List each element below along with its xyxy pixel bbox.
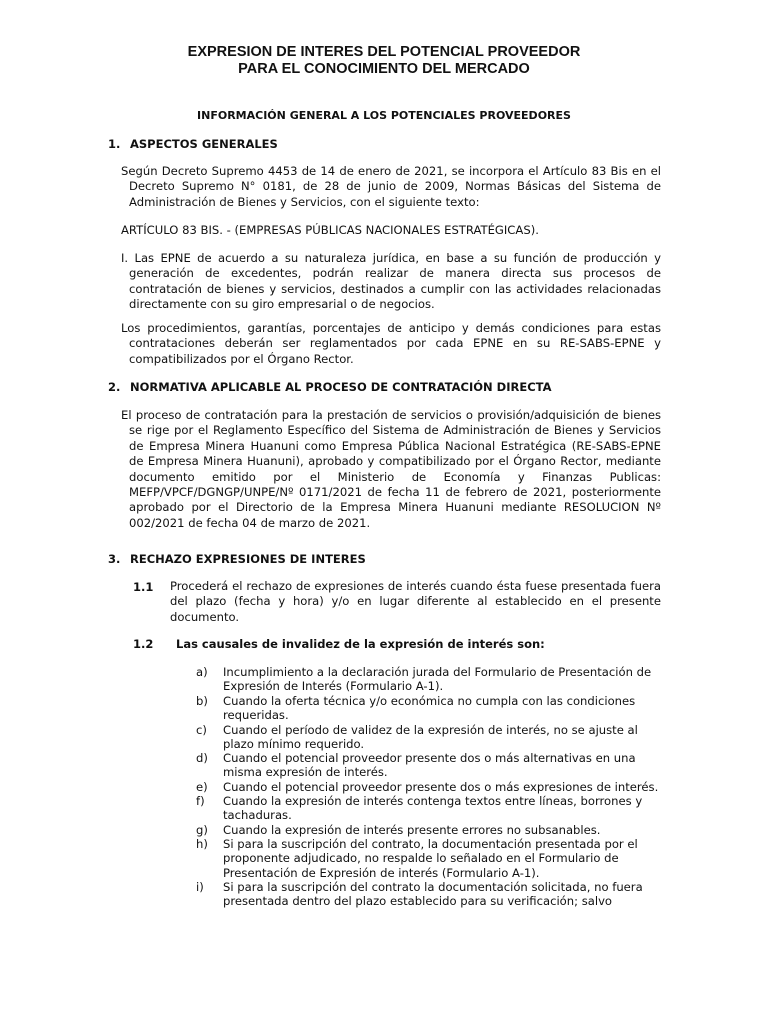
document-title-line-1: EXPRESION DE INTERES DEL POTENCIAL PROVEEDOR (187, 44, 581, 60)
subsection-1-2-heading: Las causales de invalidez de la expresión de interés son: (176, 637, 545, 651)
paragraph-text: Según Decreto Supremo 4453 de 14 de enero de 2021, se incorpora el Artículo 83 Bis en el Decreto Supremo N° 0181, de 28 de junio de 2009, Normas Básicas del Sistema de Administración de Bienes y Servicios, con el siguiente texto: (121, 164, 661, 209)
section-number: 3. (108, 552, 121, 566)
section-title: NORMATIVA APLICABLE AL PROCESO DE CONTRATACIÓN DIRECTA (130, 380, 552, 394)
paragraph-text: Los procedimientos, garantías, porcentajes de anticipo y demás condiciones para estas contrataciones deberán ser reglamentados por cada EPNE en su RE-SABS-EPNE y compatibilizados por el Órgano Rector. (121, 321, 661, 366)
section-1-paragraph-3 (121, 251, 661, 313)
document-title-line-2: PARA EL CONOCIMIENTO DEL MERCADO (238, 61, 530, 77)
list-item-text: Cuando la expresión de interés contenga textos entre líneas, borrones y tachaduras. (223, 794, 643, 823)
subsection-1-1-text: Procederá el rechazo de expresiones de interés cuando ésta fuese presentada fuera del plazo (fecha y hora) y/o en lugar diferente al establecido en el presente documento. (170, 579, 661, 624)
section-2-paragraph-1 (121, 408, 661, 531)
paragraph-text: I. Las EPNE de acuerdo a su naturaleza jurídica, en base a su función de producción y generación de excedentes, podrán realizar de manera directa sus procesos de contratación de bienes y servicios, destinados a cumplir con las actividades relacionadas directamente con su giro empresarial o de negocios. (121, 251, 661, 312)
paragraph-text: El proceso de contratación para la prestación de servicios o provisión/adquisición de bienes se rige por el Reglamento Específico del Sistema de Administración de Bienes y Servicios de Empresa Minera Huanuni como Empresa Pública Nacional Estratégica (RE-SABS-EPNE de Empresa Minera Huanuni), aprobado y compatibilizado por el Órgano Rector, mediante documento emitido por el Ministerio de Economía y Finanzas Publicas: MEFP/VPCF/DGNGP/UNPE/Nº 0171/2021 de fecha 11 de febrero de 2021, posteriormente aprobado por el Directorio de la Empresa Minera Huanuni mediante RESOLUCION Nº 002/2021 de fecha 04 de marzo de 2021. (121, 408, 661, 530)
list-item-letter: h) (196, 837, 208, 851)
section-1-heading (108, 137, 278, 151)
section-number: 1. (108, 137, 121, 151)
list-item-letter: b) (196, 694, 208, 708)
document-subtitle: INFORMACIÓN GENERAL A LOS POTENCIALES PROVEEDORES (197, 109, 571, 122)
list-item-letter: f) (196, 794, 205, 808)
subsection-1-1-number: 1.1 (133, 580, 154, 594)
list-item-text: Si para la suscripción del contrato la documentación solicitada, no fuera presentada dentro del plazo establecido para su verificación; salvo (223, 880, 643, 909)
list-item-text: Si para la suscripción del contrato, la documentación presentada por el proponente adjudicado, no respalde lo señalado en el Formulario de Presentación de Expresión de interés (Formulario A-1). (223, 837, 638, 880)
section-1-paragraph-1 (121, 164, 661, 210)
list-item-letter: a) (196, 665, 208, 679)
section-title: RECHAZO EXPRESIONES DE INTERES (130, 552, 366, 566)
list-item-text: Cuando el potencial proveedor presente dos o más alternativas en una misma expresión de interés. (223, 751, 636, 780)
section-1-paragraph-2 (121, 223, 661, 238)
list-item-text: Cuando el potencial proveedor presente dos o más expresiones de interés. (223, 780, 659, 794)
paragraph-text: ARTÍCULO 83 BIS. - (EMPRESAS PÚBLICAS NACIONALES ESTRATÉGICAS). (121, 223, 539, 237)
section-1-paragraph-4 (121, 321, 661, 367)
section-title: ASPECTOS GENERALES (130, 137, 278, 151)
list-item-letter: c) (196, 723, 207, 737)
list-item-text: Cuando la expresión de interés presente errores no subsanables. (223, 823, 601, 837)
section-number: 2. (108, 380, 121, 394)
list-item-text: Cuando la oferta técnica y/o económica no cumpla con las condiciones requeridas. (223, 694, 636, 723)
subsection-1-2-number: 1.2 (133, 637, 154, 651)
section-2-heading (108, 380, 552, 394)
list-item-text: Cuando el período de validez de la expresión de interés, no se ajuste al plazo mínimo requerido. (223, 723, 638, 752)
list-item-letter: e) (196, 780, 208, 794)
list-item-letter: i) (196, 880, 204, 894)
list-item-letter: g) (196, 823, 208, 837)
list-item-text: Incumplimiento a la declaración jurada del Formulario de Presentación de Expresión de Interés (Formulario A-1). (223, 665, 652, 694)
section-3-heading (108, 552, 366, 566)
list-item-letter: d) (196, 751, 208, 765)
